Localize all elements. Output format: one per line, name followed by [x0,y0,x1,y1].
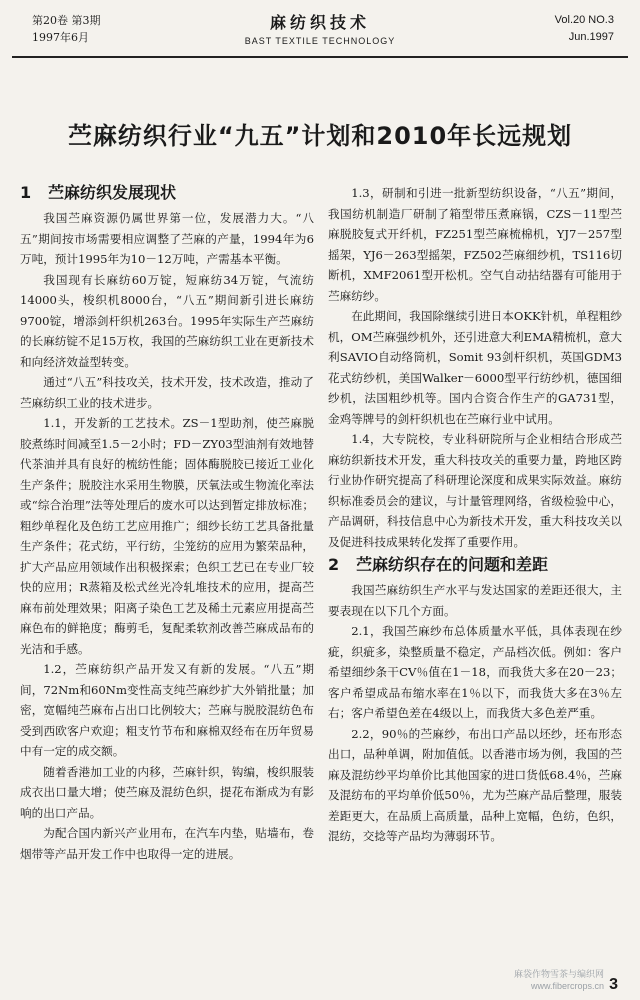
paragraph: 1.4，大专院校，专业科研院所与企业相结合形成苎麻纺织新技术开发，重大科技攻关的重要力量，跨地区跨行业协作研究提高了科研理论深度和成果实际效益。麻纺织标准委员会的建议，与计量管理网络，省级检验中心，产品调研，科技信息中心为新技术开发，重大科技攻关以及促进科技成果转化发挥了重要作用。 [328,432,622,549]
section-heading-1 [20,182,314,204]
section-number: 2 [328,555,340,574]
paragraph: 为配合国内新兴产业用布，在汽车内垫，贴墙布，卷烟带等产品开发工作中也取得一定的进展。 [20,826,314,861]
issue-date: 1997年6月 [32,31,89,44]
right-column [328,183,622,847]
article-title: 苎麻纺织行业“九五”计划和2010年长远规划 [67,122,573,150]
paragraph: 我国苎麻资源仍属世界第一位，发展潜力大。“八五”期间按市场需要相应调整了苎麻的产量，1994年为6万吨，预计1995年为10－12万吨，产需基本平衡。 [20,211,314,266]
section-heading-2 [328,554,622,576]
watermark-line: www.fibercrops.cn [530,981,604,991]
page-number: 3 [609,976,618,993]
paragraph: 1.2，苎麻纺织产品开发又有新的发展。“八五”期间，72Nm和60Nm变性高支纯苎麻纱扩大外销批量；加密，宽幅纯苎麻布占出口比例较大；苎麻与脱胶混纺色布受到西欧客户欢迎；粗支竹节布和麻棉双经布在历年贸易中有一定的成交额。 [20,662,314,758]
issue-date-en: Jun.1997 [568,31,614,43]
watermark-line: 麻袋作物雪茶与编织网 [513,969,604,979]
paragraph: 通过“八五”科技攻关，技术开发，技术改造，推动了苎麻纺织工业的技术进步。 [20,375,314,410]
volume-issue-en: Vol.20 NO.3 [554,14,614,26]
journal-name-en: BAST TEXTILE TECHNOLOGY [244,36,396,46]
paragraph: 我国现有长麻纺60万锭，短麻纺34万锭，气流纺14000头，梭织机8000台，“八五”期间新引进长麻纺9700锭，增添剑杆织机263台。1995年实际生产苎麻纺的长麻纺锭不足15万枚，我国的苎麻纺织工业在更新技术和向经济效益型转变。 [20,272,314,369]
paragraph: 1.1，开发新的工艺技术。ZS－1型助剂，使苎麻脱胶煮练时间减至1.5－2小时；FD－ZY03型油剂有效地替代茶油并具有良好的梳纺性能；固体酶脱胶已接近工业化生产条件；脱胶注水采用生物膜，厌氧法或生物流化率法或“综合治理”法等处理后的废水可以达到暂定排放标准；粗纱单程化及色纺工艺应用推广；细纱长纺工艺具备批量生产条件；花式纺，平行纺，尘笼纺的应用为繁荣品种，扩大产品应用领域作出积极探索；色织工艺已在专业厂较快的应用；R蒸箱及松式丝光冷轧堆技术的应用，提高苎麻布前处理效果；阳离子染色工艺及稀土元素应用提高苎麻色布的鲜艳度；酶剪毛，复配柔软剂改善苎麻成品布的光洁和手感。 [20,416,314,656]
paragraph: 在此期间，我国除继续引进日本OKK针机，单程粗纱机，OM苎麻强纱机外，还引进意大利EMA精梳机，意大利SAVIO自动络筒机，Somit 93剑杆织机，英国GDM3花式纺纱机，美国Walker－6000型平行纺纱机，德国细纱机，法国粗纱机等。国内合资合作生产的GA731型，金鸡等牌号的剑杆织机也在苎麻行业中试用。 [328,309,622,426]
left-column [20,180,314,864]
running-header [12,6,628,58]
paragraph: 2.1，我国苎麻纱布总体质量水平低，具体表现在纱疵，织疵多，染整质量不稳定，产品档次低。例如：客户希望细纱条干CV％值在1－18，而我货大多在20－23；客户希望成品布缩水率在1％以下，而我货大多在3％左右；客户希望色差在4级以上，而我货大多色差严重。 [328,624,622,720]
watermark [514,968,604,992]
journal-name-cn: 麻纺织技术 [269,13,370,32]
paragraph: 2.2，90％的苎麻纱，布出口产品以坯纱，坯布形态出口，品种单调，附加值低。以香港市场为例，我国的苎麻及混纺纱平均单价比其他国家的进口货低68.4％，苎麻及混纺布的平均单价低50％，尤为苎麻产品后整理，服装差距更大，在品质上高质量，品种上宽幅，色纺，色织，混纺，交捻等产品均为薄弱环节。 [328,726,622,843]
paragraph: 1.3，研制和引进一批新型纺织设备，“八五”期间，我国纺机制造厂研制了箱型带压煮麻锅，CZS－11型苎麻脱胶复式开纤机，FZ251型苎麻梳棉机，YJ7－257型摇架，YJ6－263型摇架，FZ502苎麻细纱机，TS116切断机，XMF2061型开松机。空气自动拈结器有可能用于苎麻纺纱。 [328,186,622,303]
section-number: 1 [20,183,32,202]
paragraph: 我国苎麻纺织生产水平与发达国家的差距还很大，主要表现在以下几个方面。 [328,583,622,618]
paragraph: 随着香港加工业的内移，苎麻针织，钩编，梭织服装成衣出口量大增；使苎麻及混纺色织，提花布渐成为有影响的出口产品。 [20,764,314,820]
section-title: 苎麻纺织存在的问题和差距 [356,555,549,574]
journal-name [12,10,628,46]
section-title: 苎麻纺织发展现状 [48,183,177,202]
volume-issue: 第20卷 第3期 [32,14,101,27]
header-right [555,12,614,46]
